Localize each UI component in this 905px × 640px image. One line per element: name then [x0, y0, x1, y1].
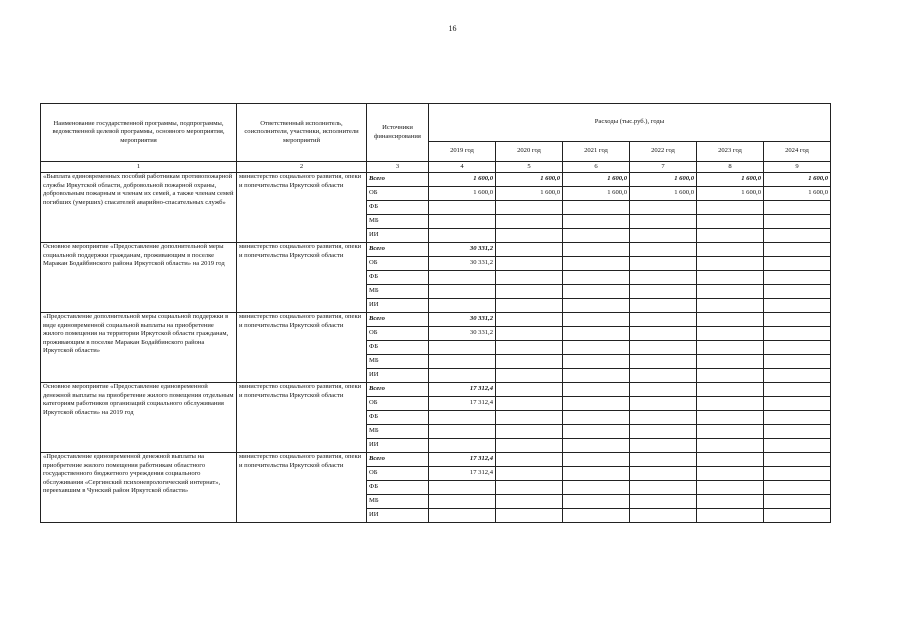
expense-value: 1 600,0 [697, 187, 764, 201]
expense-value [563, 215, 630, 229]
expense-value: 1 600,0 [429, 173, 496, 187]
expense-value: 17 312,4 [429, 467, 496, 481]
expense-value [764, 215, 831, 229]
expense-value [697, 411, 764, 425]
expense-value [496, 327, 563, 341]
program-expenses-table [40, 103, 831, 523]
responsible-executor: министерство социального развития, опеки и попечительства Иркутской области [237, 383, 367, 453]
expense-value [496, 509, 563, 523]
funding-source: МБ [367, 215, 429, 229]
program-measure-name: «Предоставление дополнительной меры социальной поддержки в виде единовременной социальной выплаты на приобретение жилого помещения на территории Иркутской области гражданам, проживающим в поселке Маракан Бодайбинского района Иркутской области» [41, 313, 237, 383]
expense-value [630, 509, 697, 523]
funding-source: Всего [367, 243, 429, 257]
expense-value [764, 453, 831, 467]
expense-value [630, 271, 697, 285]
expense-value [429, 439, 496, 453]
expense-value [630, 313, 697, 327]
expense-value [764, 271, 831, 285]
program-measure-name: Основное мероприятие «Предоставление дополнительной меры социальной поддержки гражданам, проживающим в поселке Маракан Бодайбинского района Иркутской области» на 2019 год [41, 243, 237, 313]
expense-value [764, 425, 831, 439]
expense-value [697, 355, 764, 369]
column-number: 8 [697, 162, 764, 173]
expense-value [764, 369, 831, 383]
funding-source: ОБ [367, 187, 429, 201]
expense-value [496, 257, 563, 271]
funding-source: Всего [367, 453, 429, 467]
page-number: 16 [448, 24, 457, 33]
expense-value [764, 285, 831, 299]
column-number: 4 [429, 162, 496, 173]
funding-source: Всего [367, 383, 429, 397]
expense-value [630, 327, 697, 341]
table-body [41, 173, 831, 523]
expense-value [697, 201, 764, 215]
expense-value [764, 313, 831, 327]
expense-value [764, 509, 831, 523]
expense-value: 1 600,0 [630, 187, 697, 201]
expense-value [764, 229, 831, 243]
expense-value [563, 271, 630, 285]
header-year: 2022 год [630, 142, 697, 162]
expense-value [429, 369, 496, 383]
expense-value [563, 327, 630, 341]
expense-value [429, 271, 496, 285]
expense-value [764, 243, 831, 257]
expense-value [496, 299, 563, 313]
program-measure-name: «Предоставление единовременной денежной выплаты на приобретение жилого помещения работникам областного государственного бюджетного учреждения социального обслуживания «Сергинский психоневрологический интернат», переехавшим в Чунский район Иркутской области» [41, 453, 237, 523]
expense-value [563, 467, 630, 481]
expense-value [496, 201, 563, 215]
expense-value [630, 411, 697, 425]
expense-value [563, 509, 630, 523]
expense-value: 17 312,4 [429, 397, 496, 411]
table-row [41, 383, 831, 397]
expense-value [697, 467, 764, 481]
expense-value [697, 397, 764, 411]
expense-value [429, 495, 496, 509]
expense-value [563, 397, 630, 411]
expense-value [496, 467, 563, 481]
expense-value [697, 509, 764, 523]
expense-value [496, 271, 563, 285]
expense-value [764, 481, 831, 495]
expense-value [630, 215, 697, 229]
expense-value [630, 467, 697, 481]
expense-value: 17 312,4 [429, 383, 496, 397]
expense-value [496, 439, 563, 453]
expense-value [496, 383, 563, 397]
expense-value [630, 383, 697, 397]
expense-value [496, 453, 563, 467]
expense-value [563, 257, 630, 271]
expense-value [630, 243, 697, 257]
funding-source: ФБ [367, 201, 429, 215]
expense-value [496, 285, 563, 299]
expense-value: 1 600,0 [563, 173, 630, 187]
expense-value [630, 481, 697, 495]
funding-source: ОБ [367, 257, 429, 271]
expense-value [630, 453, 697, 467]
expense-value [697, 257, 764, 271]
column-number: 1 [41, 162, 237, 173]
funding-source: ФБ [367, 341, 429, 355]
expense-value: 1 600,0 [697, 173, 764, 187]
expense-value [496, 313, 563, 327]
column-number: 6 [563, 162, 630, 173]
responsible-executor: министерство социального развития, опеки и попечительства Иркутской области [237, 453, 367, 523]
expense-value: 17 312,4 [429, 453, 496, 467]
expense-value [429, 229, 496, 243]
expense-value [764, 201, 831, 215]
expense-value: 1 600,0 [764, 173, 831, 187]
table-row [41, 243, 831, 257]
expense-value [697, 453, 764, 467]
header-expenses: Расходы (тыс.руб.), годы [429, 104, 831, 142]
expense-value [764, 341, 831, 355]
expense-value [697, 439, 764, 453]
expense-value [630, 257, 697, 271]
column-number: 9 [764, 162, 831, 173]
funding-source: ОБ [367, 327, 429, 341]
expense-value [563, 243, 630, 257]
expense-value [630, 425, 697, 439]
program-measure-name: Основное мероприятие «Предоставление единовременной денежной выплаты на приобретение жилого помещения отдельным категориям работников организаций социального обслуживания Иркутской области» на 2019 год [41, 383, 237, 453]
header-year: 2020 год [496, 142, 563, 162]
expense-value [563, 341, 630, 355]
expense-value [563, 453, 630, 467]
funding-source: Всего [367, 173, 429, 187]
funding-source: Всего [367, 313, 429, 327]
expense-value [697, 341, 764, 355]
expense-value [764, 439, 831, 453]
expense-value [630, 495, 697, 509]
funding-source: ФБ [367, 411, 429, 425]
expense-value [697, 229, 764, 243]
expense-value [764, 397, 831, 411]
expense-value [563, 369, 630, 383]
expense-value [496, 397, 563, 411]
expense-value [563, 201, 630, 215]
expense-value [697, 481, 764, 495]
expense-value [764, 495, 831, 509]
expense-value [764, 467, 831, 481]
expense-value [630, 285, 697, 299]
column-number: 2 [237, 162, 367, 173]
table-row [41, 313, 831, 327]
expense-value: 1 600,0 [496, 187, 563, 201]
expense-value [630, 439, 697, 453]
expense-value: 1 600,0 [496, 173, 563, 187]
expense-value [764, 327, 831, 341]
expense-value [630, 397, 697, 411]
table-row [41, 173, 831, 187]
expense-value [630, 355, 697, 369]
header-source-column: Источники финансирования [367, 104, 429, 162]
expense-value [429, 299, 496, 313]
funding-source: МБ [367, 285, 429, 299]
expense-value: 1 600,0 [764, 187, 831, 201]
header-year: 2023 год [697, 142, 764, 162]
expense-value [764, 411, 831, 425]
expense-value [429, 411, 496, 425]
expense-value [697, 243, 764, 257]
expense-value [563, 425, 630, 439]
expense-value [563, 229, 630, 243]
expense-value [496, 229, 563, 243]
column-number: 5 [496, 162, 563, 173]
responsible-executor: министерство социального развития, опеки и попечительства Иркутской области [237, 313, 367, 383]
expense-value [429, 201, 496, 215]
expense-value [764, 383, 831, 397]
funding-source: ИИ [367, 299, 429, 313]
expense-value [697, 299, 764, 313]
expense-value: 30 331,2 [429, 327, 496, 341]
header-responsible-column: Ответственный исполнитель, соисполнители, участники, исполнители мероприятий [237, 104, 367, 162]
expense-value [630, 341, 697, 355]
expense-value: 30 331,2 [429, 257, 496, 271]
funding-source: ИИ [367, 509, 429, 523]
expense-value [563, 299, 630, 313]
expense-value: 1 600,0 [429, 187, 496, 201]
expense-value [429, 425, 496, 439]
expense-value [496, 243, 563, 257]
expense-value [630, 229, 697, 243]
expense-value [563, 411, 630, 425]
expense-value [630, 201, 697, 215]
expense-value [697, 425, 764, 439]
expense-value [563, 481, 630, 495]
expense-value [697, 495, 764, 509]
expense-value [630, 299, 697, 313]
expense-value [429, 509, 496, 523]
funding-source: ФБ [367, 481, 429, 495]
funding-source: ИИ [367, 229, 429, 243]
expense-value: 1 600,0 [630, 173, 697, 187]
funding-source: ИИ [367, 439, 429, 453]
expense-value [697, 313, 764, 327]
expense-value [764, 299, 831, 313]
expense-value [496, 495, 563, 509]
program-measure-name: «Выплата единовременных пособий работникам противопожарной службы Иркутской области, добровольной пожарной охраны, добровольным пожарным и членам их семей, а также членам семей погибших (умерших) спасателей аварийно-спасательных служб» [41, 173, 237, 243]
expense-value [697, 285, 764, 299]
expense-value [697, 327, 764, 341]
expense-value [496, 355, 563, 369]
responsible-executor: министерство социального развития, опеки и попечительства Иркутской области [237, 173, 367, 243]
expense-value [697, 383, 764, 397]
expense-value: 30 331,2 [429, 313, 496, 327]
funding-source: ИИ [367, 369, 429, 383]
funding-source: ОБ [367, 397, 429, 411]
expense-value: 30 331,2 [429, 243, 496, 257]
expense-value [697, 215, 764, 229]
table-row [41, 453, 831, 467]
expense-value [697, 271, 764, 285]
expense-value [496, 481, 563, 495]
expense-value [429, 341, 496, 355]
expense-value [496, 369, 563, 383]
expense-value [429, 481, 496, 495]
funding-source: ОБ [367, 467, 429, 481]
expense-value [563, 439, 630, 453]
expense-value: 1 600,0 [563, 187, 630, 201]
header-year: 2024 год [764, 142, 831, 162]
expense-value [764, 355, 831, 369]
funding-source: МБ [367, 425, 429, 439]
expense-value [496, 411, 563, 425]
expense-value [496, 215, 563, 229]
funding-source: ФБ [367, 271, 429, 285]
header-name-column: Наименование государственной программы, подпрограммы, ведомственной целевой программы, основного мероприятия, мероприятия [41, 104, 237, 162]
expense-value [429, 355, 496, 369]
header-year: 2019 год [429, 142, 496, 162]
expense-value [764, 257, 831, 271]
column-number: 3 [367, 162, 429, 173]
funding-source: МБ [367, 495, 429, 509]
column-number: 7 [630, 162, 697, 173]
expense-value [563, 313, 630, 327]
expense-value [563, 495, 630, 509]
funding-source: МБ [367, 355, 429, 369]
header-year: 2021 год [563, 142, 630, 162]
expense-value [429, 285, 496, 299]
expense-value [496, 425, 563, 439]
expense-value [563, 285, 630, 299]
expense-value [496, 341, 563, 355]
expense-value [630, 369, 697, 383]
expense-value [429, 215, 496, 229]
expense-value [563, 355, 630, 369]
expense-value [697, 369, 764, 383]
expense-value [563, 383, 630, 397]
responsible-executor: министерство социального развития, опеки и попечительства Иркутской области [237, 243, 367, 313]
